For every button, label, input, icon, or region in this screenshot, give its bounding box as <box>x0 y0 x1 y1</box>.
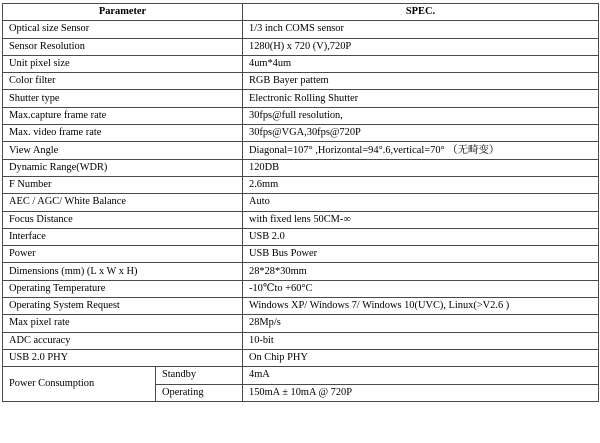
spec-cell: Electronic Rolling Shutter <box>243 90 599 107</box>
param-cell: Power <box>3 246 243 263</box>
table-row <box>3 298 599 315</box>
spec-cell: 2.6mm <box>243 176 599 193</box>
header-spec: SPEC. <box>243 4 599 21</box>
table-row <box>3 21 599 38</box>
table-row <box>3 280 599 297</box>
param-cell: Optical size Sensor <box>3 21 243 38</box>
table-row <box>3 55 599 72</box>
spec-cell: 30fps@full resolution, <box>243 107 599 124</box>
table-row <box>3 142 599 159</box>
table-row <box>3 159 599 176</box>
param-cell: Shutter type <box>3 90 243 107</box>
spec-cell: USB 2.0 <box>243 228 599 245</box>
spec-cell: Auto <box>243 194 599 211</box>
table-row <box>3 38 599 55</box>
spec-table <box>2 3 599 402</box>
spec-cell: 28*28*30mm <box>243 263 599 280</box>
spec-cell: USB Bus Power <box>243 246 599 263</box>
spec-cell: with fixed lens 50CM-∞ <box>243 211 599 228</box>
param-cell: Operating Temperature <box>3 280 243 297</box>
header-parameter: Parameter <box>3 4 243 21</box>
table-row <box>3 90 599 107</box>
table-row <box>3 332 599 349</box>
param-cell: Dynamic Range(WDR) <box>3 159 243 176</box>
table-row <box>3 246 599 263</box>
param-cell: Operating System Request <box>3 298 243 315</box>
spec-cell: 28Mp/s <box>243 315 599 332</box>
param-cell: USB 2.0 PHY <box>3 349 243 366</box>
table-header-row <box>3 4 599 21</box>
param-cell: View Angle <box>3 142 243 159</box>
table-row <box>3 349 599 366</box>
table-row <box>3 263 599 280</box>
param-cell: Dimensions (mm) (L x W x H) <box>3 263 243 280</box>
spec-cell: 1280(H) x 720 (V),720P <box>243 38 599 55</box>
param-cell: Color filter <box>3 73 243 90</box>
param-cell: Interface <box>3 228 243 245</box>
table-row <box>3 176 599 193</box>
spec-cell: -10℃to +60°C <box>243 280 599 297</box>
param-cell: Unit pixel size <box>3 55 243 72</box>
operating-value: 150mA ± 10mA @ 720P <box>243 384 599 401</box>
table-row <box>3 194 599 211</box>
spec-cell: 1/3 inch COMS sensor <box>243 21 599 38</box>
param-cell: F Number <box>3 176 243 193</box>
power-consumption-label: Power Consumption <box>3 367 156 402</box>
param-cell: AEC / AGC/ White Balance <box>3 194 243 211</box>
spec-cell: RGB Bayer pattem <box>243 73 599 90</box>
standby-label: Standby <box>156 367 243 384</box>
spec-cell: 10-bit <box>243 332 599 349</box>
spec-cell: Diagonal=107° ,Horizontal=94°.6,vertical=70° （无畸变） <box>243 142 599 159</box>
param-cell: Focus Distance <box>3 211 243 228</box>
param-cell: Max pixel rate <box>3 315 243 332</box>
table-row <box>3 125 599 142</box>
table-row <box>3 315 599 332</box>
table-row <box>3 228 599 245</box>
param-cell: Max.capture frame rate <box>3 107 243 124</box>
spec-cell: 120DB <box>243 159 599 176</box>
standby-value: 4mA <box>243 367 599 384</box>
table-row <box>3 107 599 124</box>
param-cell: Sensor Resolution <box>3 38 243 55</box>
spec-cell: Windows XP/ Windows 7/ Windows 10(UVC), Linux(>V2.6 ) <box>243 298 599 315</box>
param-cell: Max. video frame rate <box>3 125 243 142</box>
spec-cell: On Chip PHY <box>243 349 599 366</box>
table-row <box>3 211 599 228</box>
operating-label: Operating <box>156 384 243 401</box>
spec-cell: 4um*4um <box>243 55 599 72</box>
spec-cell: 30fps@VGA,30fps@720P <box>243 125 599 142</box>
table-row-power-standby <box>3 367 599 384</box>
param-cell: ADC accuracy <box>3 332 243 349</box>
table-row <box>3 73 599 90</box>
